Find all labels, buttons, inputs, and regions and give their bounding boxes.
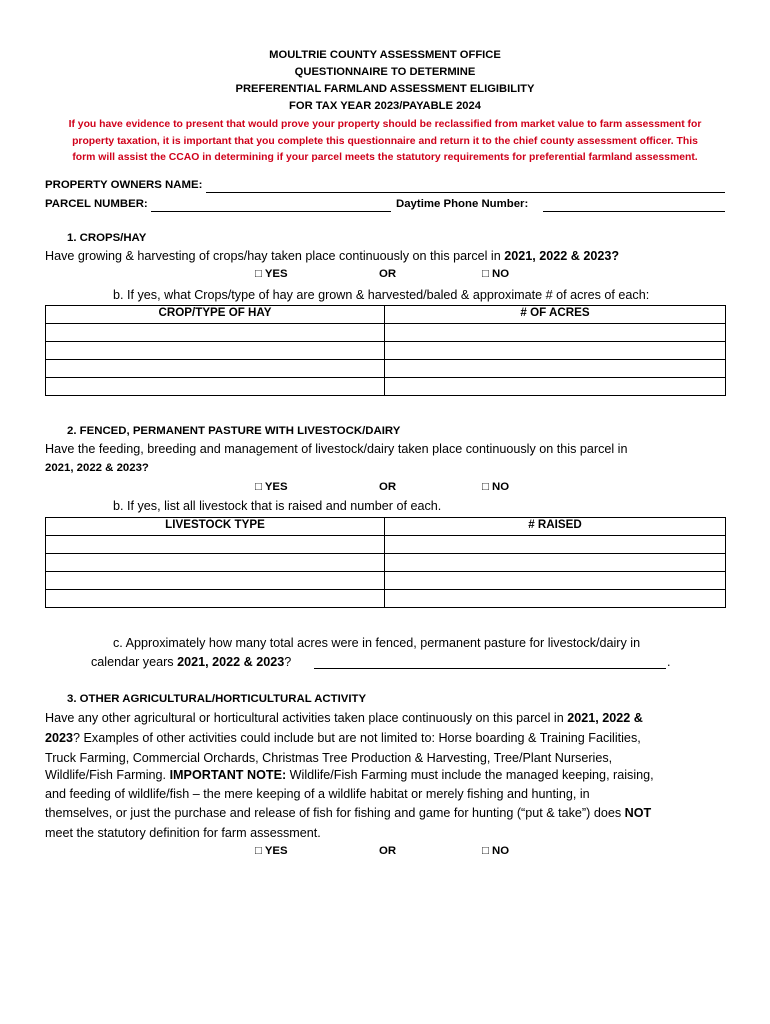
- table-cell[interactable]: [385, 360, 726, 378]
- section2-sub-b: b. If yes, list all livestock that is raised and number of each.: [113, 499, 442, 513]
- table-cell[interactable]: [46, 590, 385, 608]
- header-line-3: PREFERENTIAL FARMLAND ASSESSMENT ELIGIBILITY: [235, 83, 535, 95]
- livestock-table: [45, 517, 726, 608]
- section3-line-2: [45, 731, 641, 745]
- parcel-number-label: PARCEL NUMBER:: [45, 198, 148, 210]
- owners-name-field[interactable]: [206, 180, 725, 193]
- section2-sub-c-line1: c. Approximately how many total acres were in fenced, permanent pasture for livestock/dairy in: [113, 636, 641, 650]
- phone-label: Daytime Phone Number:: [396, 198, 529, 210]
- section3-l6a: themselves, or just the purchase and release of fish for fishing and game for hunting (“put & take”) does: [45, 806, 625, 820]
- section1-or: OR: [379, 268, 397, 280]
- section3-line-4: [45, 768, 654, 782]
- section3-or: OR: [379, 845, 397, 857]
- table-cell[interactable]: [46, 360, 385, 378]
- table-header-row: [46, 306, 726, 324]
- table-cell[interactable]: [385, 536, 726, 554]
- section3-line-5: and feeding of wildlife/fish – the mere keeping of a wildlife habitat or merely fishing and hunting, in: [45, 787, 590, 801]
- section1-no-checkbox[interactable]: □ NO: [482, 268, 510, 280]
- phone-field[interactable]: [543, 199, 725, 212]
- parcel-number-field[interactable]: [151, 199, 391, 212]
- crop-type-header: CROP/TYPE OF HAY: [46, 306, 385, 324]
- section1-question-text: Have growing & harvesting of crops/hay taken place continuously on this parcel in: [45, 249, 505, 263]
- section3-l2a: 2023: [45, 731, 74, 745]
- table-row: [46, 378, 726, 396]
- section3-important-note: IMPORTANT NOTE:: [169, 768, 287, 782]
- section3-l1b: 2021, 2022 &: [567, 711, 643, 725]
- sub-c-period: .: [667, 655, 671, 669]
- section3-line-6: [45, 806, 651, 820]
- section2-no-checkbox[interactable]: □ NO: [482, 481, 510, 493]
- header-line-1: MOULTRIE COUNTY ASSESSMENT OFFICE: [269, 49, 501, 61]
- table-cell[interactable]: [46, 342, 385, 360]
- property-owners-label: PROPERTY OWNERS NAME:: [45, 179, 203, 191]
- table-row: [46, 324, 726, 342]
- section3-line-7: meet the statutory definition for farm assessment.: [45, 826, 321, 840]
- table-cell[interactable]: [385, 554, 726, 572]
- section2-sub-c-line2: [91, 655, 291, 669]
- table-cell[interactable]: [46, 378, 385, 396]
- livestock-type-header: LIVESTOCK TYPE: [46, 518, 385, 536]
- table-row: [46, 572, 726, 590]
- section1-years: 2021, 2022 & 2023?: [504, 249, 620, 263]
- section3-l4a: Wildlife/Fish Farming.: [45, 768, 170, 782]
- section3-l2b: ? Examples of other activities could include but are not limited to: Horse boarding & Training Facilities,: [73, 731, 641, 745]
- table-cell[interactable]: [385, 572, 726, 590]
- section1-sub-b: b. If yes, what Crops/type of hay are grown & harvested/baled & approximate # of acres of each:: [113, 288, 650, 302]
- section1-yes-checkbox[interactable]: □ YES: [255, 268, 288, 280]
- table-row: [46, 360, 726, 378]
- table-cell[interactable]: [385, 342, 726, 360]
- section3-l1a: Have any other agricultural or horticultural activities taken place continuously on this parcel in: [45, 711, 568, 725]
- table-cell[interactable]: [385, 324, 726, 342]
- section2-or: OR: [379, 481, 397, 493]
- table-row: [46, 590, 726, 608]
- section3-title: 3. OTHER AGRICULTURAL/HORTICULTURAL ACTIVITY: [67, 693, 367, 705]
- table-row: [46, 536, 726, 554]
- table-cell[interactable]: [46, 324, 385, 342]
- table-row: [46, 554, 726, 572]
- table-cell[interactable]: [385, 378, 726, 396]
- section3-no-checkbox[interactable]: □ NO: [482, 845, 510, 857]
- table-cell[interactable]: [385, 590, 726, 608]
- acres-header: # OF ACRES: [385, 306, 726, 324]
- sub-c-question-mark: ?: [284, 655, 292, 669]
- section2-years: 2021, 2022 & 2023?: [45, 462, 149, 474]
- table-cell[interactable]: [46, 554, 385, 572]
- sub-c-years: 2021, 2022 & 2023: [177, 655, 285, 669]
- sub-c-prefix: calendar years: [91, 655, 178, 669]
- pasture-acres-field[interactable]: [314, 656, 666, 669]
- intro-line-2: property taxation, it is important that you complete this questionnaire and return it to the chief county assessment officer. This: [72, 136, 698, 147]
- table-cell[interactable]: [46, 572, 385, 590]
- table-header-row: [46, 518, 726, 536]
- table-cell[interactable]: [46, 536, 385, 554]
- raised-header: # RAISED: [385, 518, 726, 536]
- intro-line-3: form will assist the CCAO in determining if your parcel meets the statutory requirements for preferential farmland assessment.: [72, 152, 698, 163]
- section2-title: 2. FENCED, PERMANENT PASTURE WITH LIVESTOCK/DAIRY: [67, 425, 401, 437]
- intro-line-1: If you have evidence to present that would prove your property should be reclassified from market value to farm assessment for: [68, 119, 702, 130]
- section3-line-3: Truck Farming, Commercial Orchards, Christmas Tree Production & Harvesting, Tree/Plant Nurseries,: [45, 751, 613, 765]
- table-row: [46, 342, 726, 360]
- section1-question: [45, 249, 619, 263]
- section2-question: Have the feeding, breeding and management of livestock/dairy taken place continuously on this parcel in: [45, 442, 628, 456]
- header-line-2: QUESTIONNAIRE TO DETERMINE: [294, 66, 476, 78]
- section1-title: 1. CROPS/HAY: [67, 232, 147, 244]
- header-line-4: FOR TAX YEAR 2023/PAYABLE 2024: [289, 100, 481, 112]
- section3-line-1: [45, 711, 643, 725]
- section3-l4c: Wildlife/Fish Farming must include the managed keeping, raising,: [286, 768, 654, 782]
- section2-yes-checkbox[interactable]: □ YES: [255, 481, 288, 493]
- section3-not: NOT: [624, 806, 652, 820]
- crops-table: [45, 305, 726, 396]
- section3-yes-checkbox[interactable]: □ YES: [255, 845, 288, 857]
